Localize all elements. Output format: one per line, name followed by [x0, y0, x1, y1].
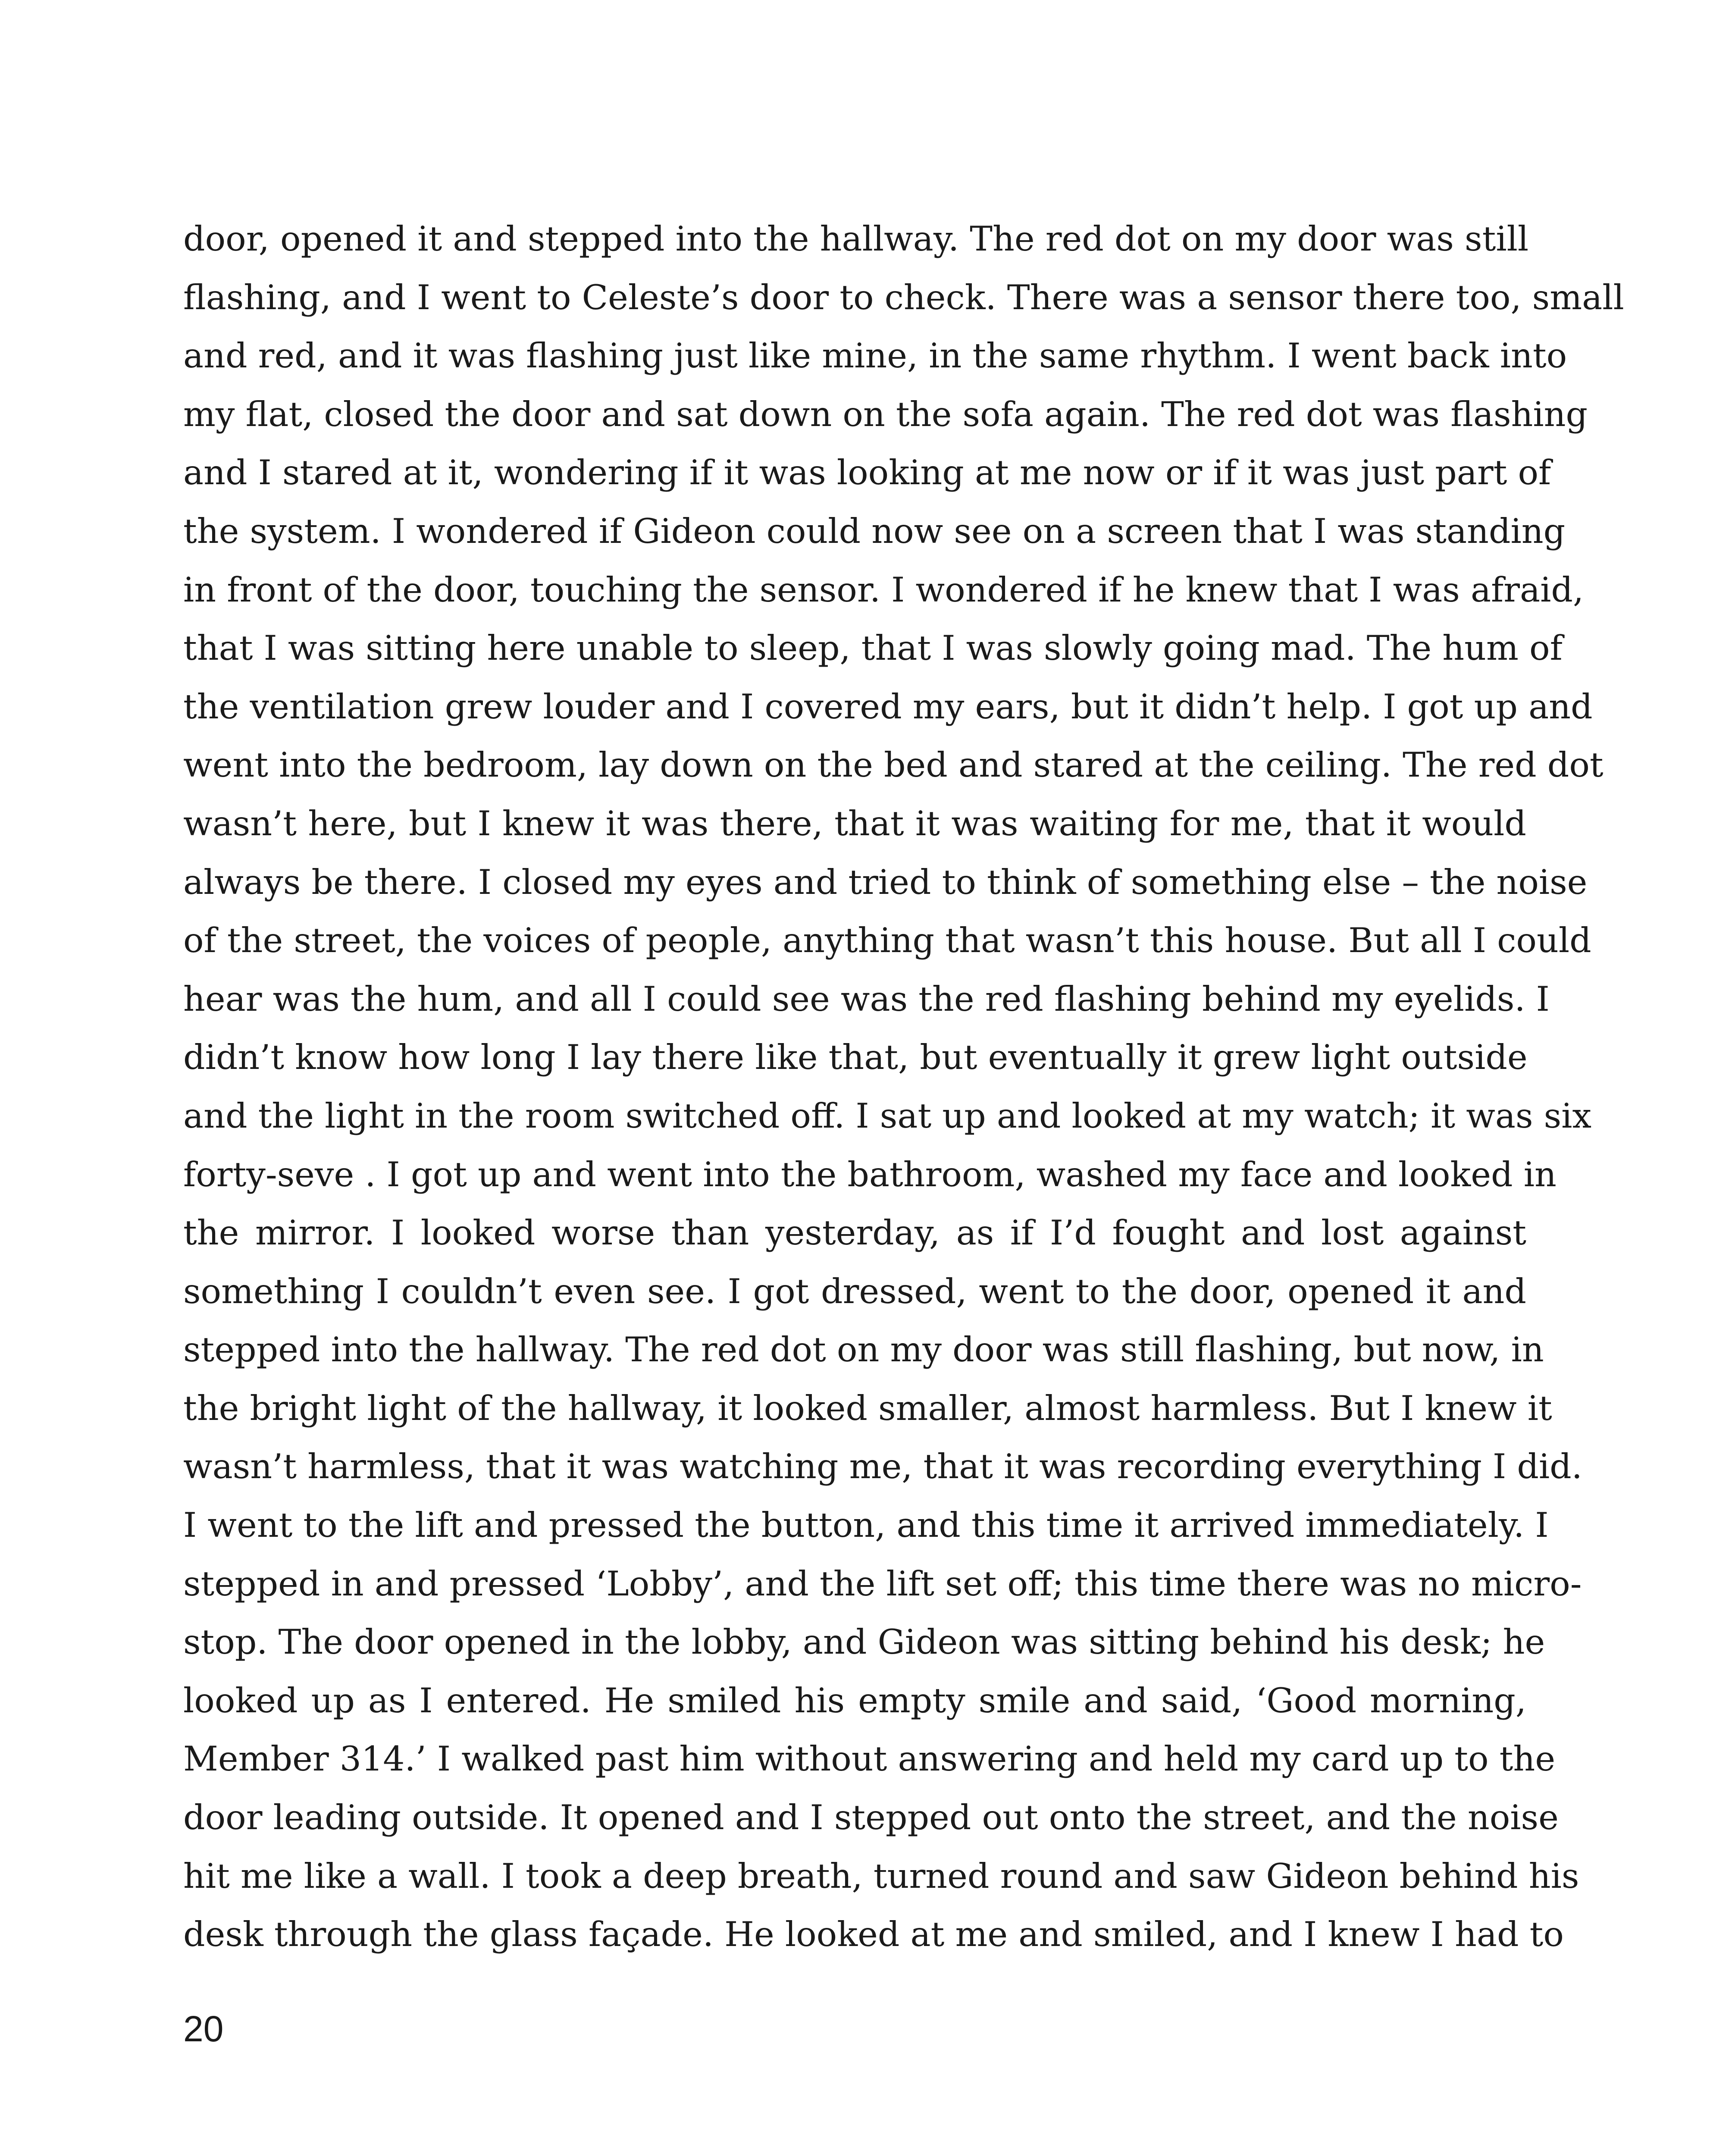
text-line: stepped into the hallway. The red dot on my door was still flashing, but now, in: [183, 1330, 1544, 1370]
text-line: the mirror. I looked worse than yesterday, as if I’d fought and lost against: [183, 1213, 1526, 1253]
text-line: didn’t know how long I lay there like that, but eventually it grew light outside: [183, 1037, 1528, 1078]
text-line: always be there. I closed my eyes and tried to think of something else – the noise: [183, 862, 1588, 902]
text-line: and I stared at it, wondering if it was looking at me now or if it was just part of: [183, 453, 1551, 493]
text-line: door leading outside. It opened and I stepped out onto the street, and the noise: [183, 1798, 1559, 1838]
text-line: and red, and it was flashing just like mine, in the same rhythm. I went back into: [183, 336, 1567, 376]
text-line: Member 314.’ I walked past him without answering and held my card up to the: [183, 1739, 1556, 1779]
text-line: desk through the glass façade. He looked at me and smiled, and I knew I had to: [183, 1915, 1564, 1955]
text-line: the system. I wondered if Gideon could now see on a screen that I was standing: [183, 511, 1566, 551]
text-line: and the light in the room switched off. I sat up and looked at my watch; it was six: [183, 1096, 1592, 1136]
text-line: that I was sitting here unable to sleep, that I was slowly going mad. The hum of: [183, 628, 1563, 668]
page-number: 20: [183, 2009, 224, 2049]
text-line: stop. The door opened in the lobby, and Gideon was sitting behind his desk; he: [183, 1622, 1545, 1662]
text-line: door, opened it and stepped into the hallway. The red dot on my door was still: [183, 219, 1529, 259]
text-line: stepped in and pressed ‘Lobby’, and the lift set off; this time there was no micro-: [183, 1564, 1582, 1604]
text-line: went into the bedroom, lay down on the bed and stared at the ceiling. The red dot: [183, 745, 1604, 785]
text-line: of the street, the voices of people, anything that wasn’t this house. But all I could: [183, 921, 1591, 961]
text-line: something I couldn’t even see. I got dressed, went to the door, opened it and: [183, 1271, 1526, 1311]
text-line: wasn’t here, but I knew it was there, that it was waiting for me, that it would: [183, 803, 1526, 843]
text-line: hear was the hum, and all I could see was the red flashing behind my eyelids. I: [183, 979, 1550, 1019]
text-line: my flat, closed the door and sat down on the sofa again. The red dot was flashing: [183, 394, 1588, 434]
text-line: wasn’t harmless, that it was watching me, that it was recording everything I did.: [183, 1447, 1582, 1487]
text-line: in front of the door, touching the sensor. I wondered if he knew that I was afraid,: [183, 570, 1584, 610]
text-line: flashing, and I went to Celeste’s door to check. There was a sensor there too, small: [183, 277, 1624, 317]
text-line: hit me like a wall. I took a deep breath, turned round and saw Gideon behind his: [183, 1856, 1579, 1896]
text-line: the bright light of the hallway, it looked smaller, almost harmless. But I knew it: [183, 1388, 1552, 1428]
text-line: looked up as I entered. He smiled his empty smile and said, ‘Good morning,: [183, 1680, 1526, 1720]
body-text: [183, 210, 1624, 1964]
text-line: I went to the lift and pressed the button, and this time it arrived immediately. I: [183, 1505, 1549, 1545]
text-line: forty-seve . I got up and went into the bathroom, washed my face and looked in: [183, 1154, 1557, 1194]
text-line: the ventilation grew louder and I covered my ears, but it didn’t help. I got up and: [183, 686, 1593, 727]
